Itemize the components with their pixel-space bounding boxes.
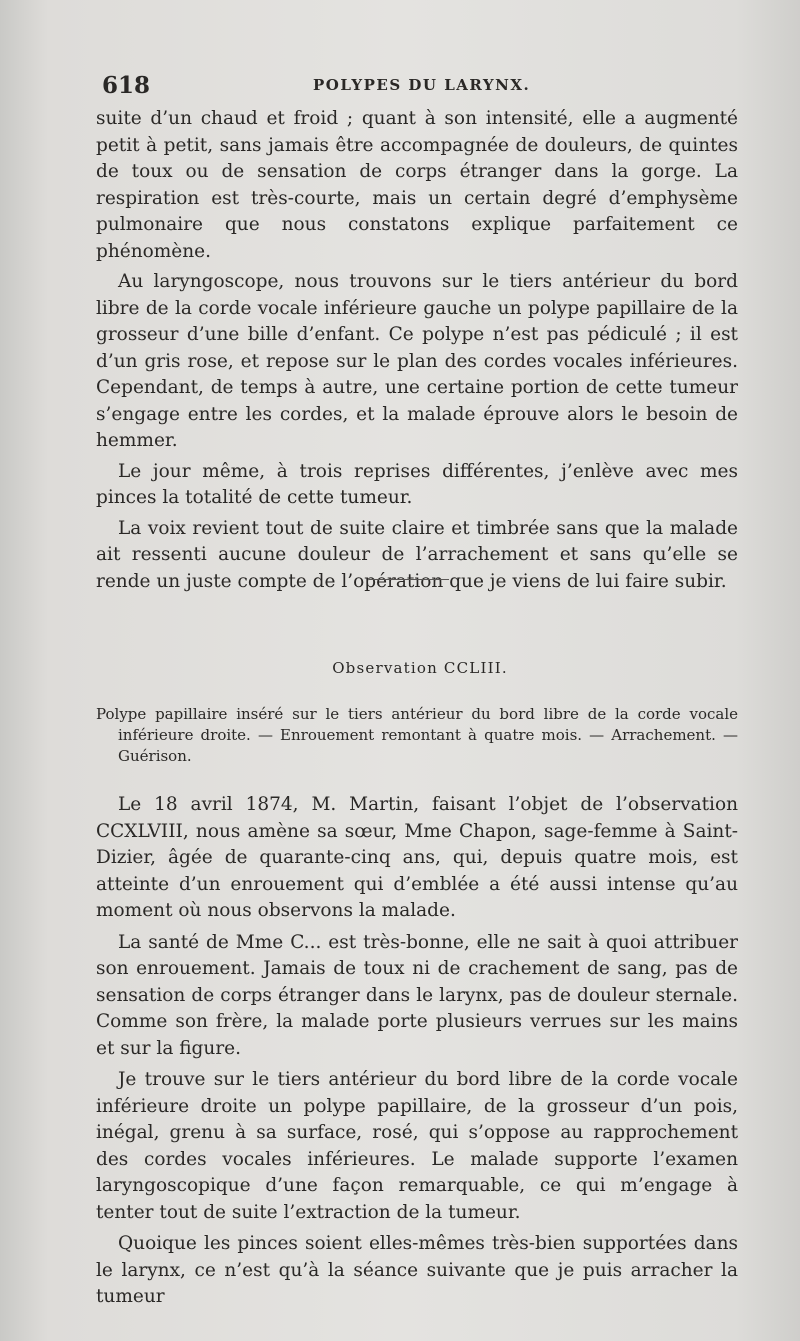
running-head: POLYPES DU LARYNX. (313, 76, 531, 94)
paragraph: Je trouve sur le tiers antérieur du bord libre de la corde vocale inférieure droite un polype papillaire, de la grosseur d’un pois, inégal, grenu à sa surface, rosé, qui s’oppose au rapprochement des cordes vocales inférieures. Le malade supporte l’examen laryngoscopique d’une façon remarquable, ce qui m’engage à tenter tout de suite l’extraction de la tumeur. (96, 1069, 738, 1223)
paragraph: suite d’un chaud et froid ; quant à son intensité, elle a augmenté petit à petit, sans jamais être accompagnée de douleurs, de quintes de toux ou de sensation de corps étranger dans la gorge. La respiration est très-courte, mais un certain degré d’emphysème pulmonaire que nous constatons explique parfaitement ce phénomène. (96, 108, 738, 262)
observation-summary: Polype papillaire inséré sur le tiers antérieur du bord libre de la corde vocale inférieure droite. — Enrouement remontant à quatre mois. — Arrachement. — Guérison. (96, 705, 738, 765)
section-2-text (96, 792, 738, 1316)
paragraph: Le jour même, à trois reprises différentes, j’enlève avec mes pinces la totalité de cette tumeur. (96, 460, 738, 508)
paragraph: La santé de Mme C... est très-bonne, elle ne sait à quoi attribuer son enrouement. Jamais de toux ni de crachement de sang, pas de sensation de corps étranger dans le larynx, pas de douleur sternale. Comme son frère, la malade porte plusieurs verrues sur les mains et sur la figure. (96, 931, 738, 1059)
paragraph: La voix revient tout de suite claire et timbrée sans que la malade ait ressenti aucune douleur de l’arrachement et sans qu’elle se rende un juste compte de l’opération que je viens de lui faire subir. (96, 517, 738, 592)
section-1-text (96, 106, 738, 599)
paragraph: Au laryngoscope, nous trouvons sur le tiers antérieur du bord libre de la corde vocale inférieure gauche un polype papillaire de la grosseur d’une bille d’enfant. Ce polype n’est pas pédiculé ; il est d’un gris rose, et repose sur le plan des cordes vocales inférieures. Cependant, de temps à autre, une certaine portion de cette tumeur s’engage entre les cordes, et la malade éprouve alors le besoin de hemmer. (96, 271, 738, 451)
paragraph: Quoique les pinces soient elles-mêmes très-bien supportées dans le larynx, ce n’est qu’à la séance suivante que je puis arracher la tumeur (96, 1233, 738, 1307)
section-divider (369, 579, 449, 580)
page-number: 618 (102, 72, 151, 99)
page-header (100, 72, 740, 102)
paragraph: Le 18 avril 1874, M. Martin, faisant l’objet de l’observation CCXLVIII, nous amène sa sœur, Mme Chapon, sage-femme à Saint-Dizier, âgée de quarante-cinq ans, qui, depuis quatre mois, est atteinte d’un enrouement qui d’emblée a été aussi intense qu’au moment où nous observons la malade. (96, 794, 738, 921)
observation-title: Observation CCLIII. (332, 659, 508, 677)
